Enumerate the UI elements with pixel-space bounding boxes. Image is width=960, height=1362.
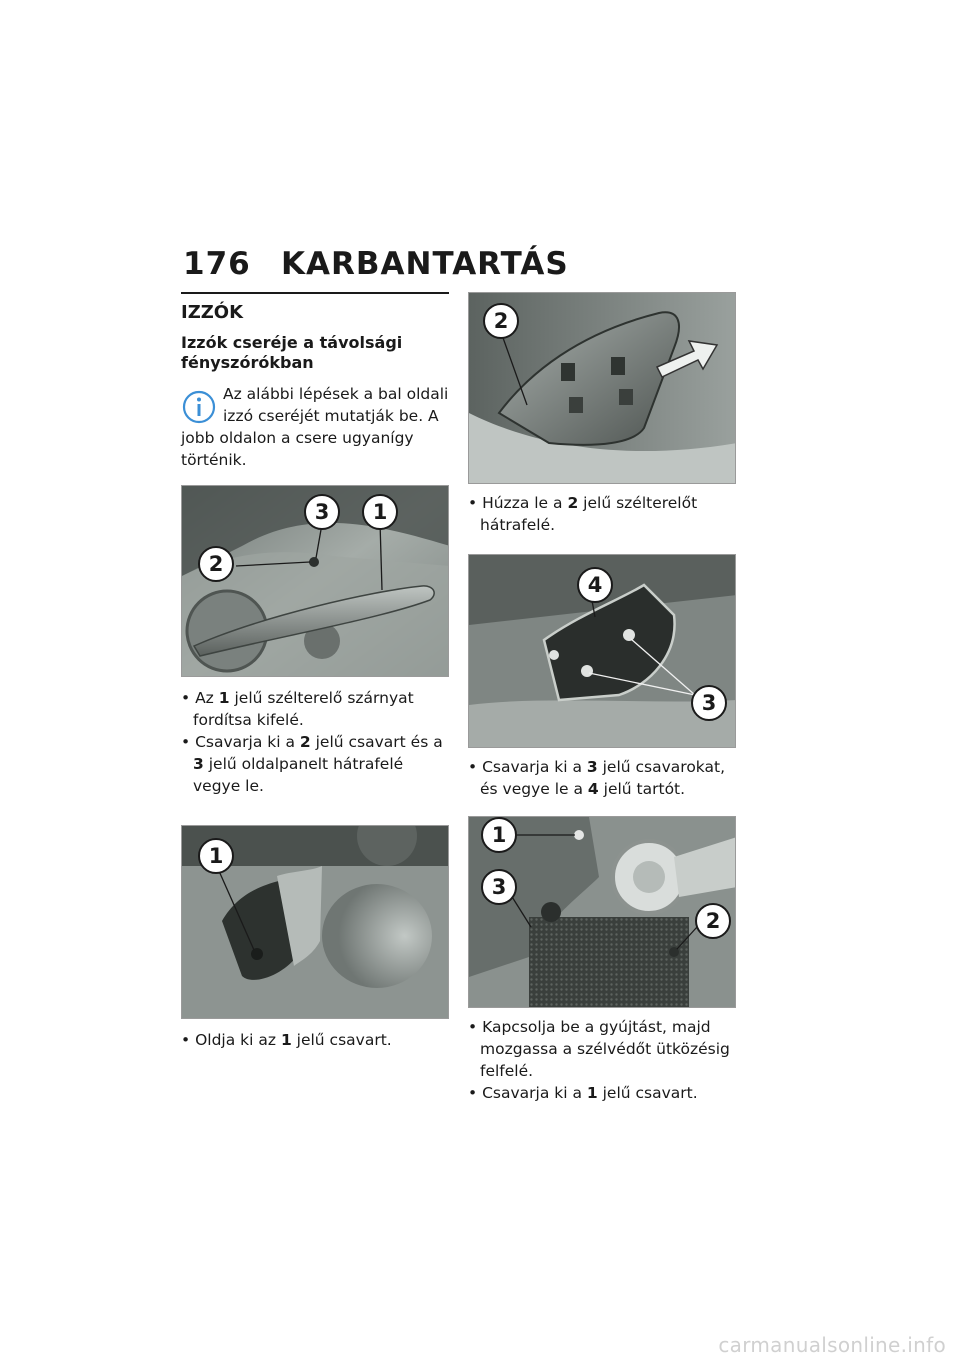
steps-list-3 bbox=[468, 492, 736, 536]
figure-1-callout-1: 1 bbox=[362, 494, 398, 530]
steps-list-4 bbox=[468, 756, 736, 800]
section-title: IZZÓK bbox=[181, 302, 244, 323]
figure-1-callout-2: 2 bbox=[198, 546, 234, 582]
left-column bbox=[181, 292, 449, 1051]
figure-4-callout-3: 3 bbox=[691, 685, 727, 721]
step-item: • Húzza le a 2 jelű szélterelőt hátrafelé. bbox=[468, 494, 698, 534]
figure-5-callout-3: 3 bbox=[481, 869, 517, 905]
steps-list-1 bbox=[181, 687, 449, 797]
info-note-text: Az alábbi lépések a bal oldali izzó cseréjét mutatják be. A jobb oldalon a csere ugyanígy történik. bbox=[181, 385, 449, 469]
figure-4 bbox=[468, 554, 736, 748]
step-item: • Csavarja ki a 3 jelű csavarokat, és vegye le a 4 jelű tartót. bbox=[468, 758, 726, 798]
subsection-title: Izzók cseréje a távolsági fényszórókban bbox=[181, 333, 403, 372]
figure-5-callout-1: 1 bbox=[481, 817, 517, 853]
steps-list-5 bbox=[468, 1016, 736, 1104]
figure-1 bbox=[181, 485, 449, 677]
page-number: 176 bbox=[183, 246, 251, 282]
footer-watermark: carmanualsonline.info bbox=[718, 1333, 946, 1357]
step-item: • Kapcsolja be a gyújtást, majd mozgassa a szélvédőt ütközésig felfelé. bbox=[468, 1018, 730, 1080]
figure-5-callout-2: 2 bbox=[695, 903, 731, 939]
figure-2 bbox=[181, 825, 449, 1019]
section-rule bbox=[181, 292, 449, 294]
page-header bbox=[183, 246, 569, 282]
info-note bbox=[181, 383, 449, 471]
figure-3-callout-2: 2 bbox=[483, 303, 519, 339]
steps-list-2 bbox=[181, 1029, 449, 1051]
figure-1-callout-3: 3 bbox=[304, 494, 340, 530]
step-item: • Csavarja ki a 2 jelű csavart és a 3 jelű oldalpanelt hátrafelé vegye le. bbox=[181, 733, 443, 795]
figure-3 bbox=[468, 292, 736, 484]
step-item: • Csavarja ki a 1 jelű csavart. bbox=[468, 1084, 698, 1102]
figure-4-callout-4: 4 bbox=[577, 567, 613, 603]
step-item: • Az 1 jelű szélterelő szárnyat fordítsa kifelé. bbox=[181, 689, 414, 729]
figure-5 bbox=[468, 816, 736, 1008]
info-icon bbox=[181, 387, 217, 427]
step-item: • Oldja ki az 1 jelű csavart. bbox=[181, 1031, 392, 1049]
right-column bbox=[468, 292, 736, 1104]
chapter-title: KARBANTARTÁS bbox=[281, 246, 569, 282]
figure-2-callout-1: 1 bbox=[198, 838, 234, 874]
